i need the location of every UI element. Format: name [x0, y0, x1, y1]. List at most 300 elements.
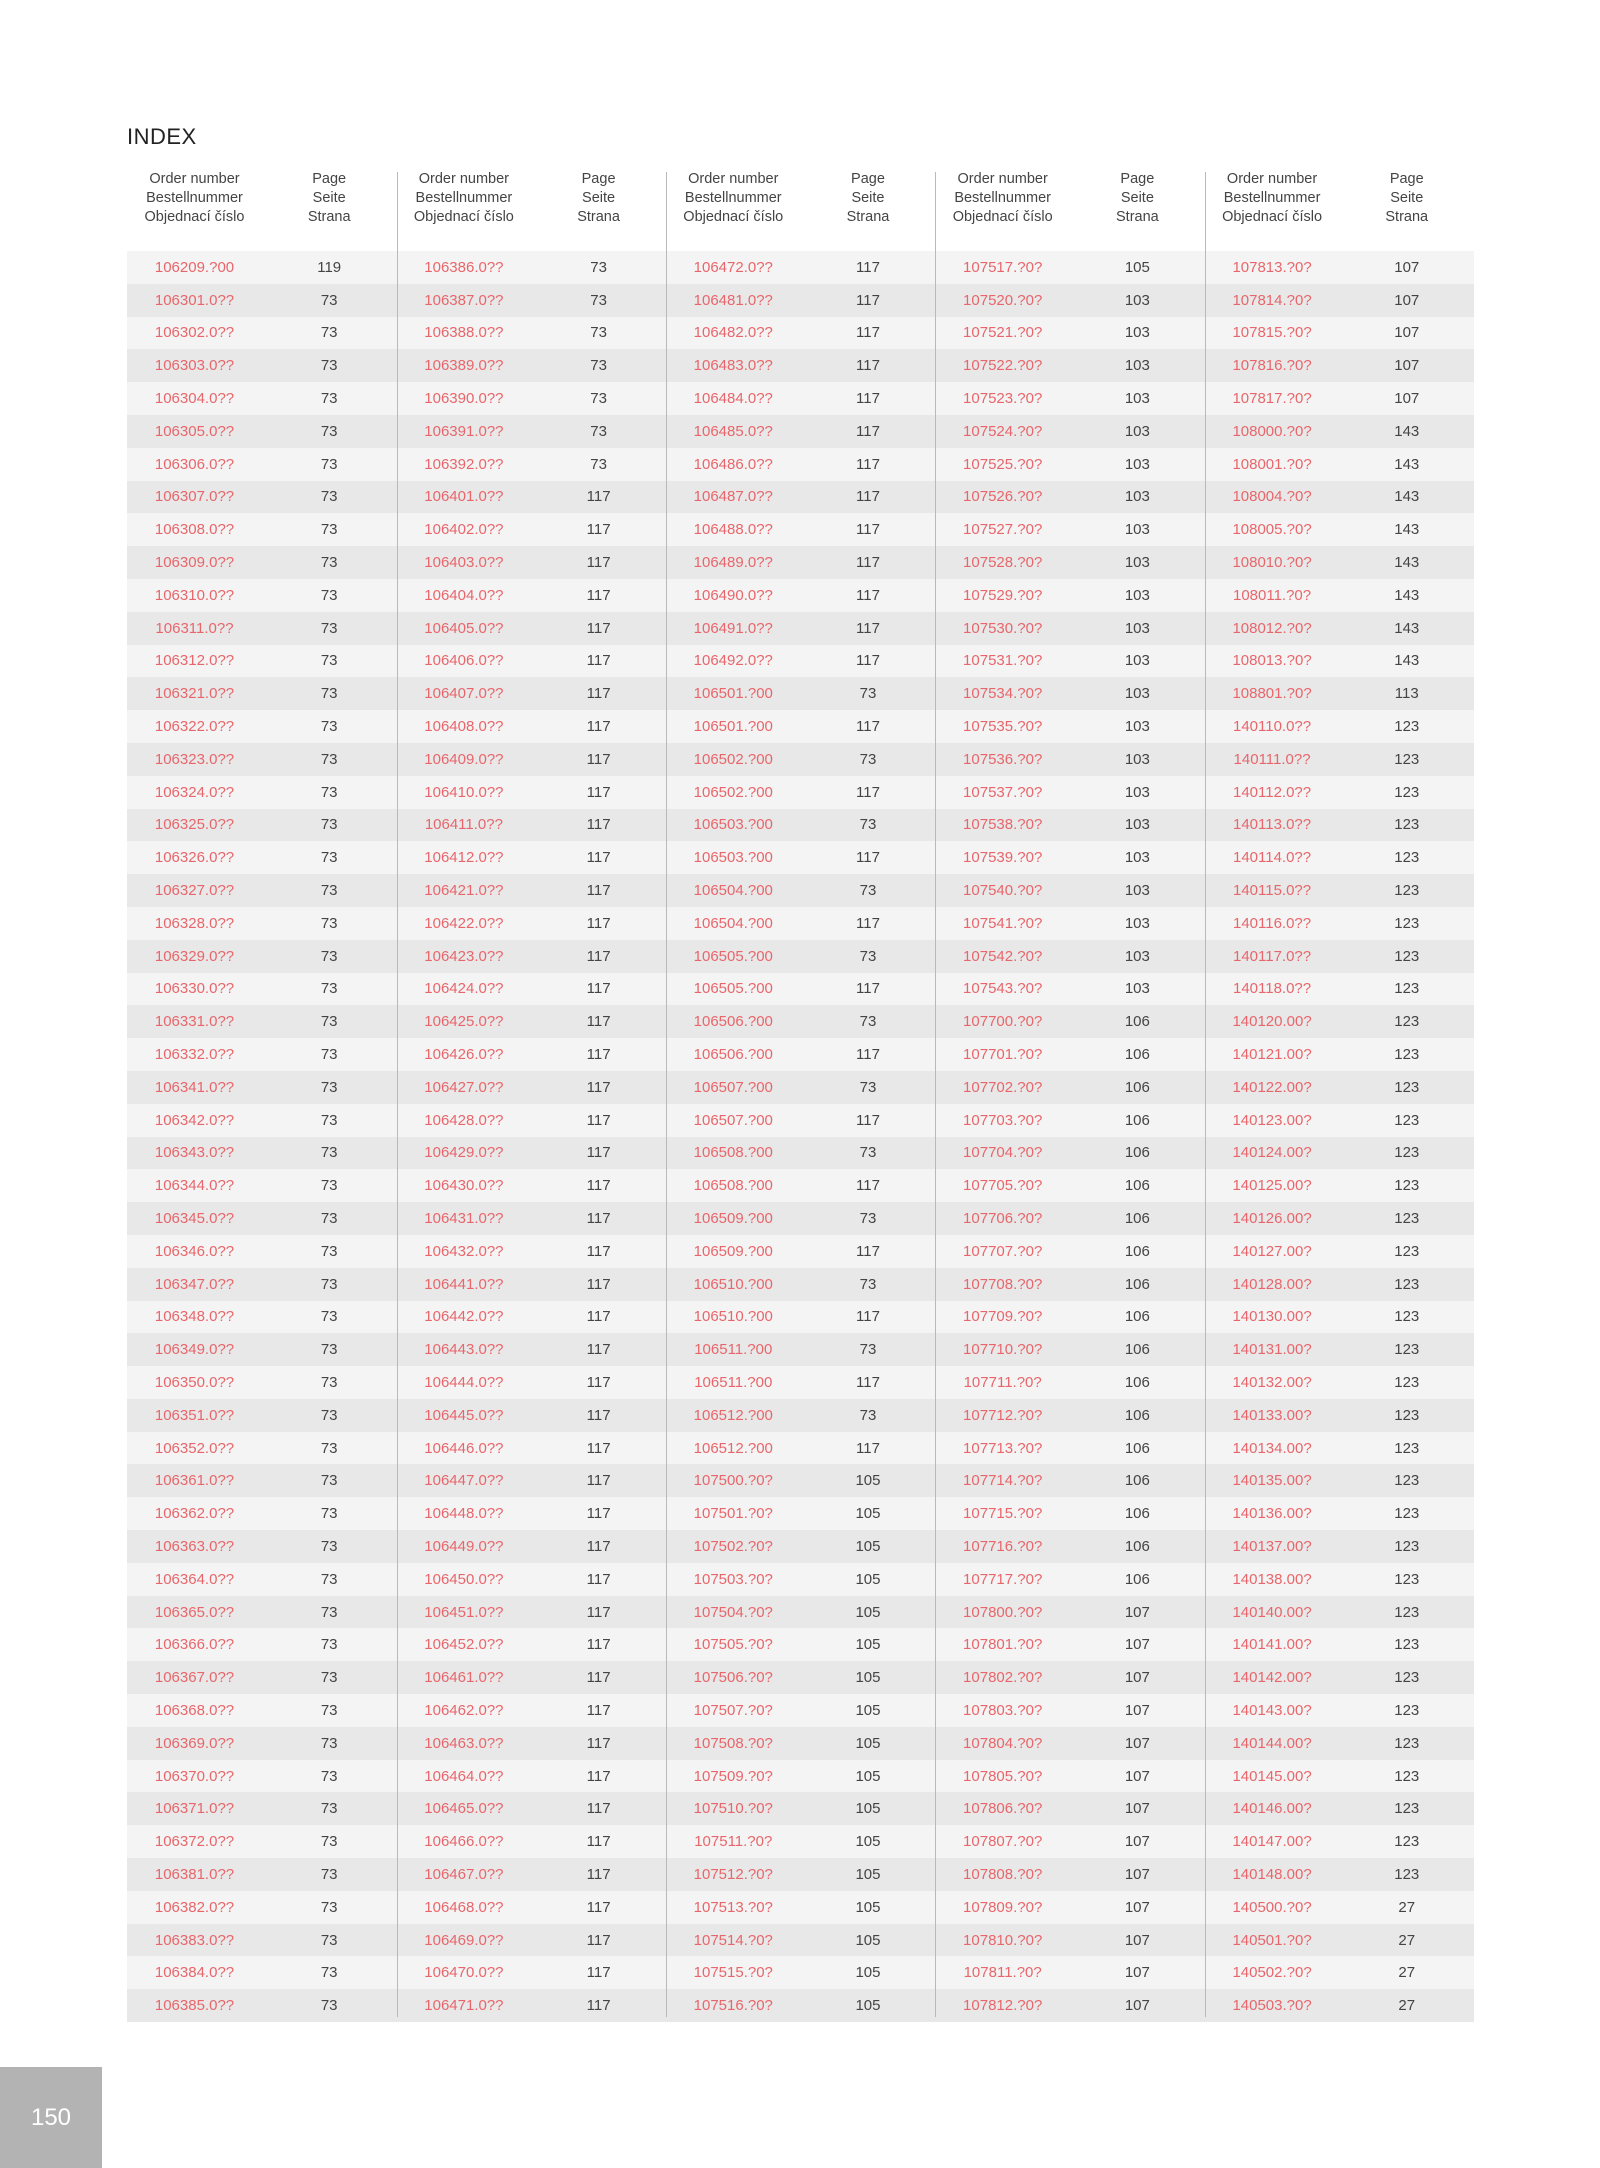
page-ref: 103: [1124, 652, 1150, 670]
page-ref: 103: [1124, 816, 1150, 834]
table-row: [127, 1169, 1474, 1202]
order-number: 107800.?0?: [963, 1603, 1043, 1621]
page-ref: 117: [856, 1242, 880, 1260]
table-row: [127, 448, 1474, 481]
page-ref: 117: [586, 1505, 611, 1523]
order-number: 107714.?0?: [963, 1472, 1043, 1490]
table-row: [127, 317, 1474, 350]
page-ref: 73: [320, 783, 338, 801]
page-ref: 107: [1124, 1898, 1150, 1916]
order-number: 106363.0??: [154, 1537, 235, 1555]
page-ref: 73: [320, 1373, 338, 1391]
order-number: 107717.?0?: [963, 1570, 1043, 1588]
page-ref: 117: [586, 1308, 611, 1326]
page-ref: 73: [320, 882, 338, 900]
page-ref: 27: [1398, 1997, 1416, 2015]
order-number: 106410.0??: [424, 783, 504, 801]
page-ref: 123: [1394, 1439, 1420, 1457]
table-row: [127, 1858, 1474, 1891]
page-ref: 73: [320, 1472, 338, 1490]
page-ref: 106: [1124, 1111, 1150, 1129]
order-number: 107706.?0?: [963, 1210, 1043, 1227]
page-ref: 73: [320, 1439, 338, 1457]
order-number: 107531.?0?: [963, 652, 1043, 670]
page-ref: 73: [859, 750, 877, 768]
page-ref: 73: [320, 324, 338, 342]
order-number: 106322.0??: [154, 718, 235, 736]
page-ref: 73: [590, 357, 607, 375]
page-ref: 73: [320, 1865, 338, 1883]
page-ref: 117: [586, 1800, 611, 1818]
page-ref: 73: [320, 652, 338, 670]
page-ref: 103: [1124, 521, 1150, 539]
table-row: [127, 809, 1474, 842]
header-label: Bestellnummer: [146, 190, 243, 206]
page-ref: 105: [855, 1800, 881, 1818]
order-number: 106510.?00: [693, 1308, 773, 1326]
page-ref: 106: [1124, 1373, 1150, 1391]
page-ref: 106: [1124, 1406, 1150, 1424]
order-number: 106441.0??: [424, 1275, 504, 1293]
page-ref: 117: [856, 1111, 880, 1129]
page-ref: 123: [1394, 1373, 1420, 1391]
order-number: 140144.00?: [1232, 1734, 1312, 1752]
header-label: Strana: [1116, 209, 1159, 225]
page-ref: 117: [586, 1997, 611, 2015]
order-number: 140115.0??: [1232, 882, 1312, 900]
order-number: 140114.0??: [1232, 849, 1312, 867]
page-ref: 117: [856, 422, 880, 440]
page-ref: 107: [1124, 1997, 1150, 2015]
table-row: [127, 1432, 1474, 1465]
page-title: INDEX: [127, 124, 197, 149]
order-number: 106409.0??: [424, 750, 504, 768]
order-number: 140136.00?: [1232, 1505, 1312, 1523]
order-number: 107540.?0?: [963, 882, 1043, 900]
page-ref: 117: [586, 882, 611, 900]
page-ref: 73: [320, 1242, 338, 1260]
page-ref: 73: [320, 1275, 338, 1293]
page-ref: 105: [855, 1734, 881, 1752]
order-number: 140134.00?: [1232, 1439, 1312, 1457]
order-number: 106383.0??: [154, 1931, 235, 1949]
page-ref: 105: [1124, 258, 1150, 276]
page-ref: 73: [320, 554, 338, 572]
order-number: 106301.0??: [154, 291, 235, 309]
table-row: [127, 1071, 1474, 1104]
order-number: 107712.?0?: [963, 1406, 1043, 1424]
table-row: [127, 1989, 1474, 2022]
order-number: 106329.0??: [154, 947, 235, 965]
order-number: 107716.?0?: [963, 1537, 1043, 1555]
order-number: 106328.0??: [154, 914, 235, 932]
header-label: Objednací číslo: [683, 209, 784, 225]
page-ref: 117: [856, 718, 880, 736]
header-label: Objednací číslo: [413, 209, 514, 225]
order-number: 107521.?0?: [963, 324, 1043, 342]
page-ref: 107: [1394, 291, 1420, 309]
page-ref: 73: [590, 422, 607, 440]
order-number: 106425.0??: [424, 1013, 504, 1031]
order-number: 106446.0??: [424, 1439, 504, 1457]
page-ref: 117: [856, 1439, 880, 1457]
column-divider: [666, 172, 667, 2017]
order-number: 106470.0??: [424, 1964, 504, 1982]
page-ref: 143: [1394, 652, 1420, 670]
order-number: 106332.0??: [154, 1046, 235, 1064]
page-ref: 103: [1124, 455, 1150, 473]
order-number: 107708.?0?: [963, 1275, 1043, 1293]
page-ref: 73: [859, 1144, 877, 1162]
order-number: 107509.?0?: [693, 1767, 773, 1785]
order-number: 106467.0??: [424, 1865, 504, 1883]
header-label: Seite: [1390, 190, 1424, 206]
order-number: 107535.?0?: [963, 718, 1043, 736]
table-row: [127, 481, 1474, 514]
order-number: 106484.0??: [693, 390, 773, 408]
page-ref: 123: [1394, 1177, 1420, 1195]
page-ref: 123: [1394, 1242, 1420, 1260]
order-number: 107541.?0?: [963, 914, 1043, 932]
page-ref: 106: [1124, 1505, 1150, 1523]
table-row: [127, 1005, 1474, 1038]
page-ref: 73: [859, 685, 877, 703]
order-number: 107524.?0?: [963, 422, 1043, 440]
order-number: 107538.?0?: [963, 816, 1043, 834]
order-number: 107510.?0?: [693, 1800, 773, 1818]
header-label: Bestellnummer: [415, 190, 513, 206]
order-number: 106404.0??: [424, 586, 504, 604]
order-number: 140111.0??: [1233, 750, 1311, 768]
order-number: 106352.0??: [154, 1439, 235, 1457]
order-number: 106428.0??: [424, 1111, 504, 1129]
page-ref: 117: [586, 914, 611, 932]
table-row: [127, 1825, 1474, 1858]
order-number: 106461.0??: [424, 1669, 504, 1687]
page-ref: 73: [320, 1505, 338, 1523]
page-ref: 143: [1394, 619, 1420, 637]
page-ref: 73: [320, 980, 338, 998]
page-ref: 106: [1124, 1472, 1150, 1490]
page-ref: 27: [1398, 1931, 1416, 1949]
page-ref: 106: [1124, 1013, 1150, 1031]
order-number: 107710.?0?: [963, 1341, 1043, 1359]
order-number: 106511.?00: [694, 1341, 773, 1359]
page-ref: 117: [856, 554, 880, 572]
order-number: 108013.?0?: [1232, 652, 1312, 670]
page-ref: 143: [1394, 554, 1420, 572]
page-ref: 117: [586, 521, 611, 539]
page-ref: 107: [1124, 1800, 1150, 1818]
page-ref: 73: [320, 1406, 338, 1424]
table-header: [127, 170, 1474, 232]
order-number: 106447.0??: [424, 1472, 504, 1490]
order-number: 106385.0??: [154, 1997, 235, 2015]
page-ref: 73: [320, 849, 338, 867]
order-number: 107503.?0?: [693, 1570, 773, 1588]
order-number: 107707.?0?: [963, 1242, 1043, 1260]
page-ref: 73: [320, 488, 338, 506]
order-number: 106392.0??: [424, 455, 504, 473]
order-number: 107713.?0?: [963, 1439, 1043, 1457]
order-number: 107816.?0?: [1232, 357, 1312, 375]
page-ref: 107: [1124, 1701, 1150, 1719]
header-order-number: [396, 170, 531, 232]
order-number: 106452.0??: [424, 1636, 504, 1654]
page-ref: 117: [856, 1177, 880, 1195]
header-label: Bestellnummer: [1223, 190, 1321, 206]
order-number: 107811.?0?: [963, 1964, 1042, 1982]
order-number: 106310.0??: [154, 586, 235, 604]
order-number: 107536.?0?: [963, 750, 1043, 768]
column-divider: [1205, 172, 1206, 2017]
order-number: 107817.?0?: [1232, 390, 1312, 408]
order-number: 106321.0??: [154, 685, 235, 703]
order-number: 107520.?0?: [963, 291, 1043, 309]
order-number: 106350.0??: [154, 1373, 235, 1391]
page-ref: 117: [586, 1701, 611, 1719]
page-ref: 73: [320, 422, 338, 440]
order-number: 107815.?0?: [1232, 324, 1312, 342]
page-ref: 73: [859, 1341, 877, 1359]
order-number: 140126.00?: [1232, 1210, 1312, 1227]
order-number: 106325.0??: [154, 816, 235, 834]
order-number: 107526.?0?: [963, 488, 1043, 506]
table-row: [127, 349, 1474, 382]
page-ref: 103: [1124, 554, 1150, 572]
order-number: 107513.?0?: [693, 1898, 773, 1916]
page-ref: 103: [1124, 291, 1150, 309]
page-ref: 123: [1394, 1275, 1420, 1293]
page-ref: 105: [855, 1505, 881, 1523]
page-ref: 117: [586, 1964, 611, 1982]
page-ref: 117: [586, 1439, 611, 1457]
page-ref: 73: [320, 947, 338, 965]
page-ref: 123: [1394, 1537, 1420, 1555]
page-ref: 105: [855, 1570, 881, 1588]
order-number: 106464.0??: [424, 1767, 504, 1785]
order-number: 107528.?0?: [963, 554, 1043, 572]
table-row: [127, 1399, 1474, 1432]
page-ref: 107: [1124, 1767, 1150, 1785]
order-number: 140148.00?: [1232, 1865, 1312, 1883]
order-number: 106341.0??: [154, 1078, 235, 1096]
order-number: 106505.?00: [693, 980, 773, 998]
page-ref: 73: [320, 521, 338, 539]
order-number: 106369.0??: [154, 1734, 235, 1752]
order-number: 106302.0??: [154, 324, 235, 342]
order-number: 140118.0??: [1232, 980, 1312, 998]
order-number: 106489.0??: [693, 554, 773, 572]
page-ref: 73: [859, 1078, 877, 1096]
page-ref: 73: [320, 685, 338, 703]
page-ref: 73: [320, 1701, 338, 1719]
page-ref: 117: [586, 1210, 611, 1227]
page-ref: 73: [320, 1997, 338, 2015]
order-number: 140121.00?: [1232, 1046, 1312, 1064]
header-order-number: [666, 170, 801, 232]
page-ref: 117: [586, 980, 611, 998]
order-number: 106503.?00: [693, 849, 773, 867]
order-number: 106365.0??: [154, 1603, 235, 1621]
order-number: 106507.?00: [693, 1078, 773, 1096]
page-ref: 117: [856, 390, 880, 408]
order-number: 106343.0??: [154, 1144, 235, 1162]
order-number: 106388.0??: [424, 324, 504, 342]
order-number: 106468.0??: [424, 1898, 504, 1916]
page-number-box: [0, 2067, 102, 2168]
page-ref: 123: [1394, 1669, 1420, 1687]
page-ref: 117: [586, 1931, 611, 1949]
header-label: Order number: [1226, 171, 1318, 187]
page-ref: 105: [855, 1701, 881, 1719]
header-page: [1070, 170, 1204, 232]
page-ref: 73: [320, 455, 338, 473]
page-ref: 103: [1124, 882, 1150, 900]
page-ref: 117: [586, 1833, 611, 1851]
table-row: [127, 1727, 1474, 1760]
order-number: 108012.?0?: [1232, 619, 1312, 637]
order-number: 106471.0??: [424, 1997, 504, 2015]
page-ref: 105: [855, 1636, 881, 1654]
page-ref: 73: [320, 1767, 338, 1785]
page-ref: 117: [586, 1406, 611, 1424]
order-number: 107804.?0?: [963, 1734, 1043, 1752]
page-ref: 103: [1124, 422, 1150, 440]
table-row: [127, 1301, 1474, 1334]
page-ref: 143: [1394, 455, 1420, 473]
order-number: 107803.?0?: [963, 1701, 1043, 1719]
column-divider: [397, 172, 398, 2017]
page-ref: 123: [1394, 1505, 1420, 1523]
header-label: Page: [1120, 171, 1155, 187]
page-ref: 117: [586, 685, 611, 703]
order-number: 106411.0??: [424, 816, 503, 834]
page-ref: 123: [1394, 718, 1420, 736]
page-ref: 73: [320, 1341, 338, 1359]
page-ref: 73: [320, 291, 338, 309]
table-row: [127, 1366, 1474, 1399]
page-ref: 105: [855, 1964, 881, 1982]
column-divider: [935, 172, 936, 2017]
order-number: 106309.0??: [154, 554, 235, 572]
page-ref: 117: [586, 1013, 611, 1031]
order-number: 107525.?0?: [963, 455, 1043, 473]
page-ref: 123: [1394, 1406, 1420, 1424]
page-ref: 123: [1394, 816, 1420, 834]
page-ref: 117: [586, 1603, 611, 1621]
page-ref: 73: [320, 619, 338, 637]
page-ref: 107: [1124, 1931, 1150, 1949]
table-row: [127, 1235, 1474, 1268]
page-ref: 117: [856, 291, 880, 309]
page-ref: 73: [320, 1964, 338, 1982]
order-number: 107705.?0?: [963, 1177, 1043, 1195]
order-number: 106366.0??: [154, 1636, 235, 1654]
order-number: 106303.0??: [154, 357, 235, 375]
page-ref: 117: [856, 849, 880, 867]
table-row: [127, 579, 1474, 612]
order-number: 106463.0??: [424, 1734, 504, 1752]
order-number: 106401.0??: [424, 488, 504, 506]
page-ref: 73: [320, 1603, 338, 1621]
page-ref: 73: [320, 1046, 338, 1064]
order-number: 140120.00?: [1232, 1013, 1312, 1031]
order-number: 107514.?0?: [693, 1931, 773, 1949]
order-number: 106481.0??: [693, 291, 773, 309]
page-ref: 123: [1394, 1144, 1420, 1162]
table-row: [127, 1891, 1474, 1924]
order-number: 106372.0??: [154, 1833, 235, 1851]
page-ref: 117: [856, 980, 880, 998]
order-number: 106506.?00: [693, 1046, 773, 1064]
page-ref: 73: [320, 1078, 338, 1096]
page-ref: 123: [1394, 1013, 1420, 1031]
order-number: 107704.?0?: [963, 1144, 1043, 1162]
order-number: 140117.0??: [1232, 947, 1312, 965]
page-ref: 123: [1394, 783, 1420, 801]
order-number: 106307.0??: [154, 488, 235, 506]
page-ref: 27: [1398, 1898, 1416, 1916]
order-number: 107702.?0?: [963, 1078, 1043, 1096]
table-row: [127, 1760, 1474, 1793]
table-row: [127, 1497, 1474, 1530]
order-number: 107703.?0?: [963, 1111, 1043, 1129]
order-number: 106421.0??: [424, 882, 504, 900]
header-label: Page: [312, 171, 347, 187]
page-ref: 105: [855, 1472, 881, 1490]
page-ref: 106: [1124, 1177, 1150, 1195]
order-number: 106448.0??: [424, 1505, 504, 1523]
order-number: 106406.0??: [424, 652, 504, 670]
order-number: 108004.?0?: [1232, 488, 1312, 506]
order-number: 107517.?0?: [963, 258, 1043, 276]
page-ref: 117: [586, 1046, 611, 1064]
order-number: 106423.0??: [424, 947, 504, 965]
order-number: 107534.?0?: [963, 685, 1043, 703]
order-number: 106506.?00: [693, 1013, 773, 1031]
order-number: 106308.0??: [154, 521, 235, 539]
page-ref: 73: [590, 455, 607, 473]
order-number: 106305.0??: [154, 422, 235, 440]
order-number: 106482.0??: [693, 324, 773, 342]
order-number: 107516.?0?: [693, 1997, 773, 2015]
order-number: 107807.?0?: [963, 1833, 1043, 1851]
page-ref: 103: [1124, 849, 1150, 867]
order-number: 106483.0??: [693, 357, 773, 375]
order-number: 107508.?0?: [693, 1734, 773, 1752]
page-ref: 123: [1394, 1111, 1420, 1129]
table-row: [127, 1563, 1474, 1596]
page-ref: 103: [1124, 324, 1150, 342]
page-ref: 27: [1398, 1964, 1416, 1982]
page-ref: 73: [320, 1111, 338, 1129]
page-ref: 106: [1124, 1570, 1150, 1588]
page-ref: 117: [586, 1767, 611, 1785]
table-row: [127, 874, 1474, 907]
page-ref: 73: [320, 1570, 338, 1588]
order-number: 107812.?0?: [963, 1997, 1043, 2015]
page-ref: 73: [320, 1144, 338, 1162]
order-number: 106492.0??: [693, 652, 773, 670]
order-number: 140501.?0?: [1232, 1931, 1312, 1949]
table-row: [127, 1956, 1474, 1989]
page-ref: 107: [1124, 1636, 1150, 1654]
page-number: 150: [30, 2103, 72, 2131]
order-number: 140116.0??: [1232, 914, 1312, 932]
table-row: [127, 743, 1474, 776]
header-label: Page: [1389, 171, 1424, 187]
